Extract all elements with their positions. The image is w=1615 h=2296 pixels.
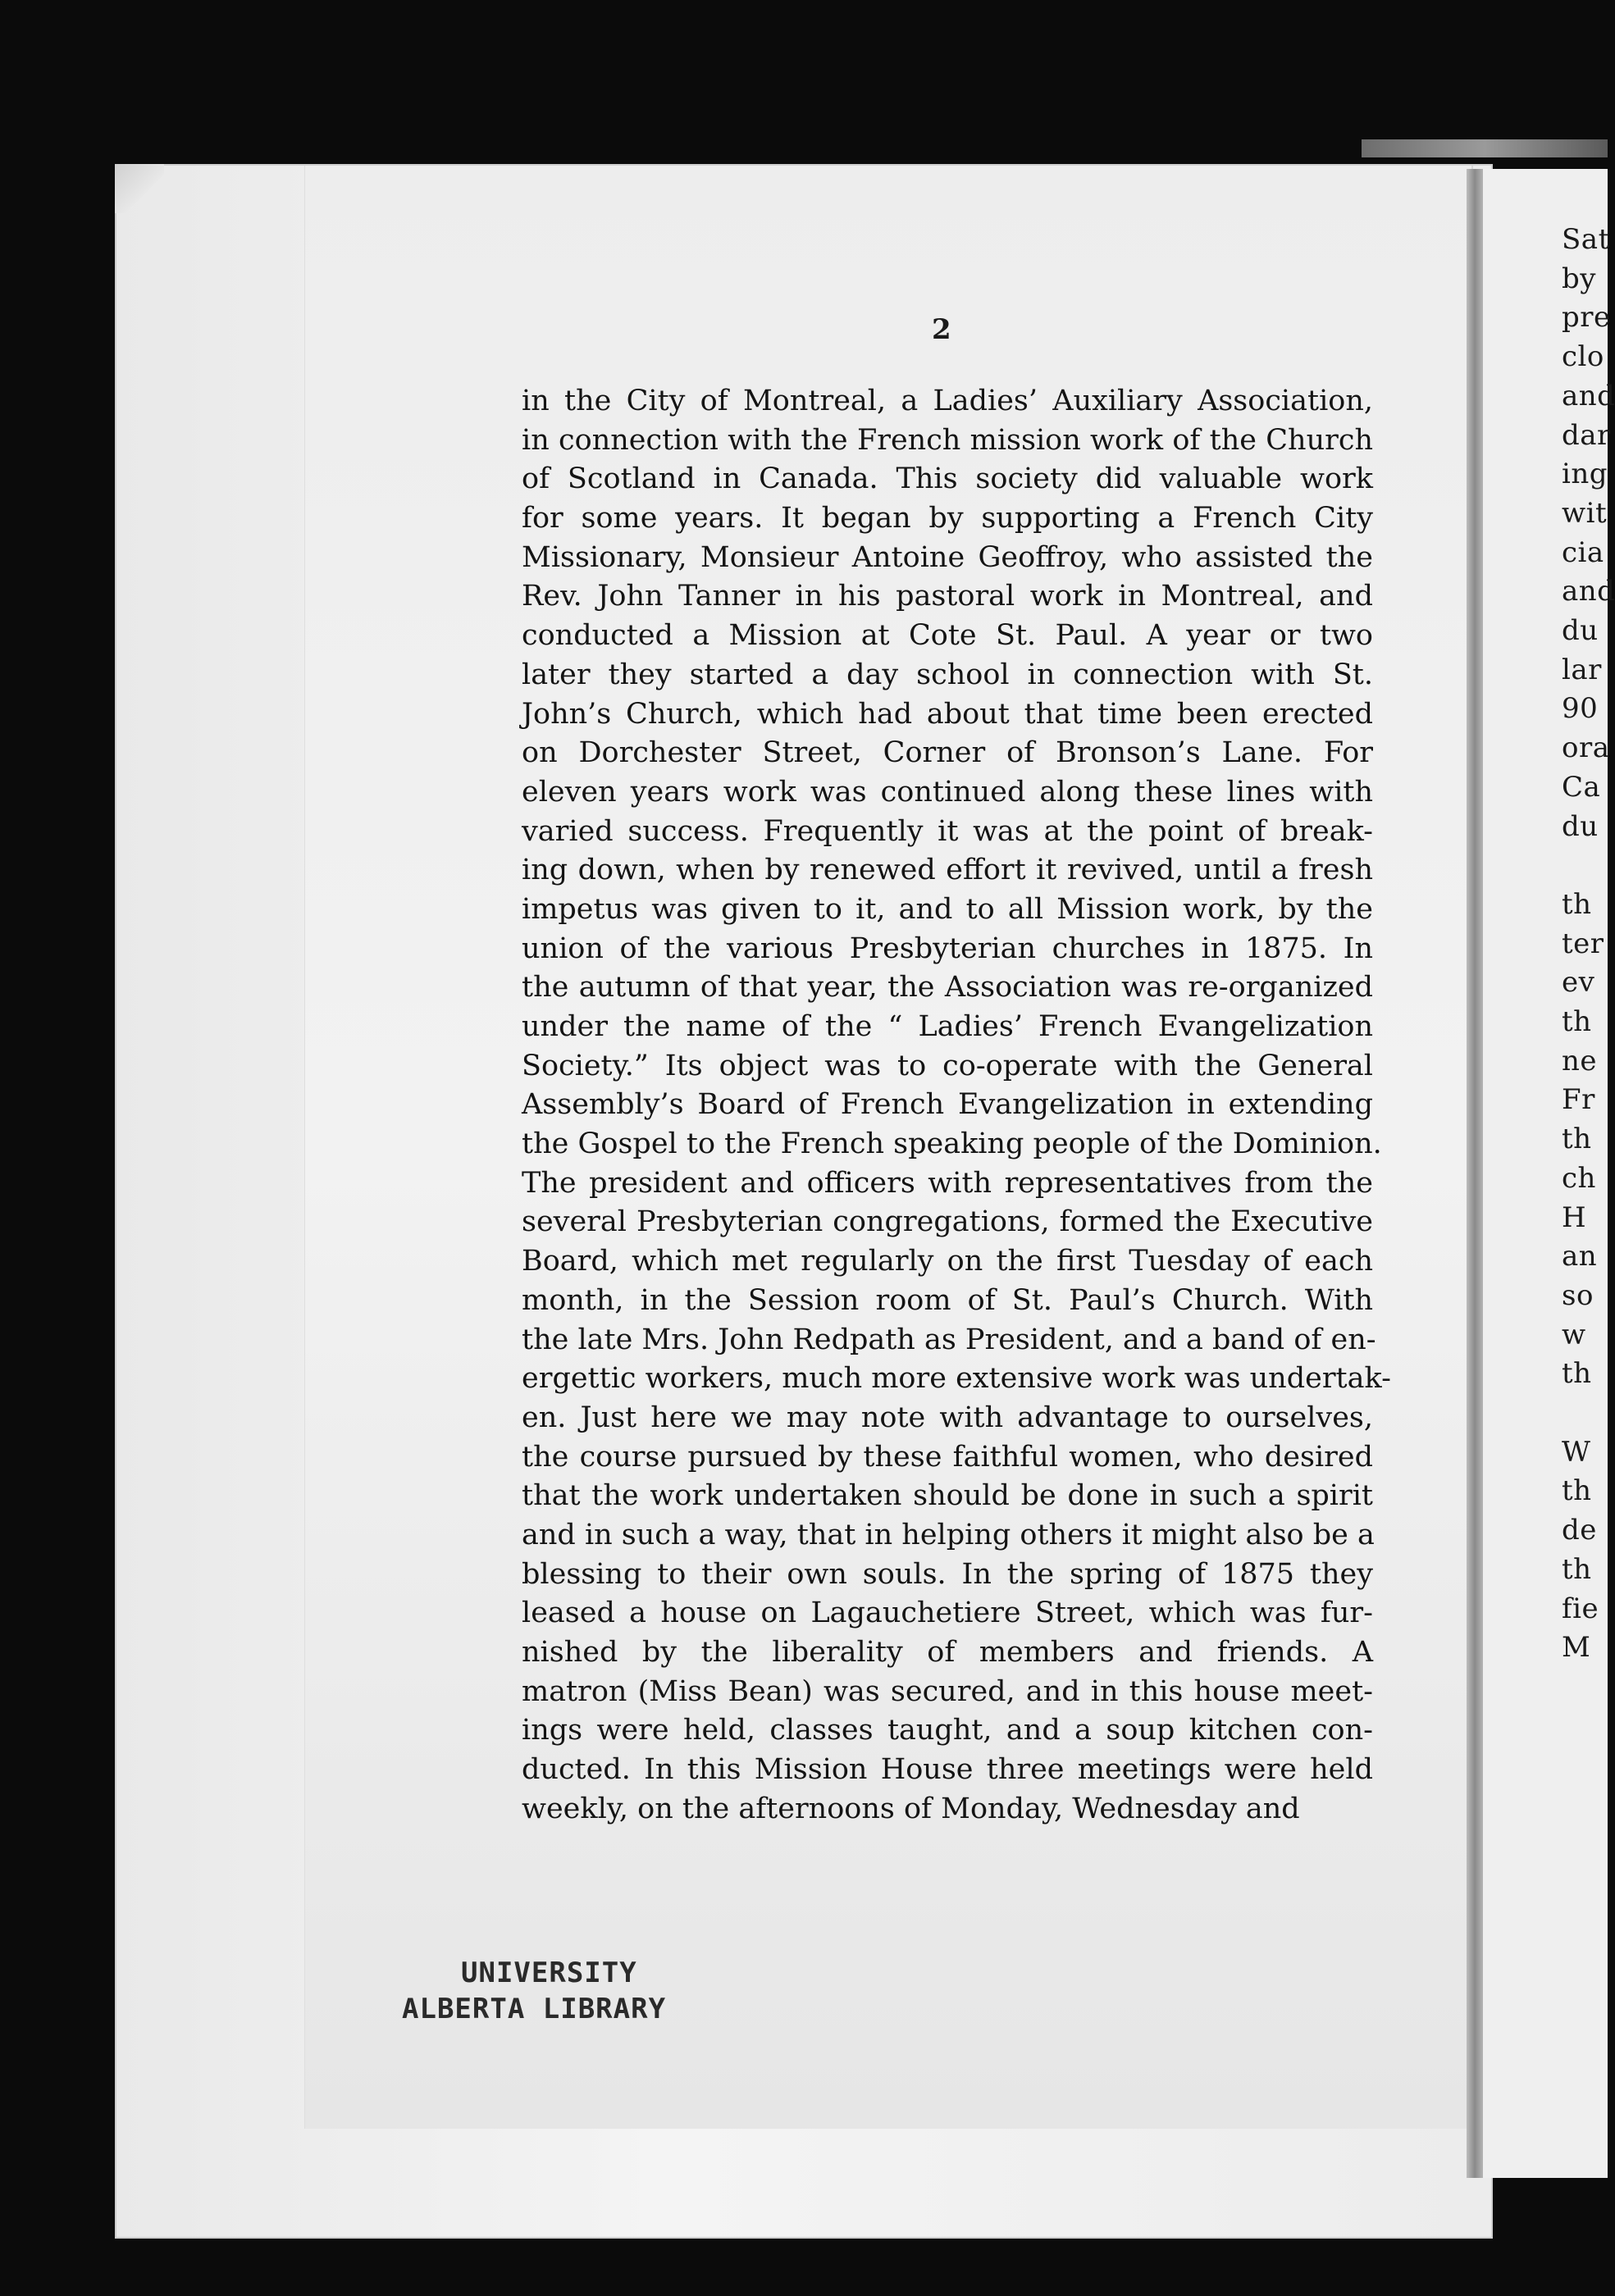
text-line: varied success. Frequently it was at the point of break- xyxy=(522,814,1373,848)
facing-page-fragment: H xyxy=(1562,1200,1587,1234)
text-line: and in such a way, that in helping others it might also be a xyxy=(522,1518,1375,1551)
text-line: Board, which met regularly on the first Tuesday of each xyxy=(522,1245,1373,1278)
facing-page xyxy=(1483,169,1615,2178)
book-board-edge xyxy=(1362,139,1608,157)
text-line: in the City of Montreal, a Ladies’ Auxiliary Association, xyxy=(522,385,1373,417)
text-line: several Presbyterian congregations, formed the Executive xyxy=(522,1205,1373,1239)
facing-page-fragment: th xyxy=(1562,1123,1592,1156)
facing-page-fragment: th xyxy=(1562,887,1592,921)
facing-page-fragment: 90 xyxy=(1562,692,1599,726)
facing-page-fragment: ora xyxy=(1562,731,1610,765)
text-line: ing down, when by renewed effort it revived, until a fresh xyxy=(522,854,1373,887)
text-line: Society.” Its object was to co-operate with the General xyxy=(522,1049,1373,1082)
text-line: ducted. In this Mission House three meetings were held xyxy=(522,1753,1373,1787)
facing-page-fragment: ev xyxy=(1562,966,1595,1000)
facing-page-fragment: Ca xyxy=(1562,770,1601,804)
facing-page-fragment: ne xyxy=(1562,1044,1598,1077)
facing-page-fragment: du xyxy=(1562,614,1599,647)
facing-page-fragment: ing xyxy=(1562,458,1608,491)
text-line: union of the various Presbyterian churches in 1875. In xyxy=(522,932,1373,965)
text-line: the Gospel to the French speaking people of the Dominion. xyxy=(522,1128,1382,1161)
page-number: 2 xyxy=(932,313,951,346)
text-line: ergettic workers, much more extensive work was undertak- xyxy=(522,1362,1391,1396)
facing-page-fragment: an xyxy=(1562,1240,1598,1273)
facing-page-fragment: by xyxy=(1562,262,1596,295)
text-line: nished by the liberality of members and friends. A xyxy=(522,1636,1373,1669)
text-line: the course pursued by these faithful women, who desired xyxy=(522,1440,1373,1474)
facing-page-fragment: de xyxy=(1562,1514,1597,1547)
body-text xyxy=(522,382,1391,1829)
facing-page-fragment: dar xyxy=(1562,418,1611,452)
facing-page-fragment: pre xyxy=(1562,301,1611,335)
facing-page-fragment: th xyxy=(1562,1357,1592,1391)
stamp-line-1: UNIVERSITY xyxy=(461,1957,637,1989)
facing-page-fragment: cia xyxy=(1562,535,1604,569)
text-line: The president and officers with representatives from the xyxy=(522,1166,1373,1200)
facing-page-fragment: ter xyxy=(1562,927,1604,960)
facing-page-fragment: M xyxy=(1562,1631,1591,1665)
text-line: ings were held, classes taught, and a soup kitchen con- xyxy=(522,1714,1373,1747)
text-line: conducted a Mission at Cote St. Paul. A year or two xyxy=(522,619,1373,653)
text-line: later they started a day school in connection with St. xyxy=(522,658,1373,691)
text-line: eleven years work was continued along these lines with xyxy=(522,775,1373,809)
text-line: the late Mrs. John Redpath as President, and a band of en- xyxy=(522,1323,1376,1356)
text-line: leased a house on Lagauchetiere Street, which was fur- xyxy=(522,1597,1373,1630)
text-line: the autumn of that year, the Association was re-organized xyxy=(522,971,1373,1004)
facing-page-fragment: clo xyxy=(1562,340,1604,374)
stamp-line-2: ALBERTA LIBRARY xyxy=(402,1993,667,2025)
facing-page-fragment: ch xyxy=(1562,1161,1596,1195)
facing-page-fragment: W xyxy=(1562,1435,1591,1469)
text-line: under the name of the “ Ladies’ French Evangelization xyxy=(522,1010,1373,1043)
book-gutter xyxy=(1467,169,1483,2178)
text-line: blessing to their own souls. In the spring of 1875 they xyxy=(522,1557,1373,1591)
facing-page-fragment: du xyxy=(1562,809,1599,843)
text-line: John’s Church, which had about that time been erected xyxy=(522,697,1373,731)
facing-page-fragment: Sat xyxy=(1562,223,1610,256)
corner-fold xyxy=(115,164,164,213)
facing-page-fragment: so xyxy=(1562,1278,1594,1312)
facing-page-fragment: and xyxy=(1562,575,1615,608)
facing-page-fragment: Fr xyxy=(1562,1083,1595,1117)
text-line: on Dorchester Street, Corner of Bronson’s Lane. For xyxy=(522,736,1373,770)
text-line: en. Just here we may note with advantage to ourselves, xyxy=(522,1401,1373,1434)
facing-page-fragment: and xyxy=(1562,379,1615,412)
text-line: for some years. It began by supporting a French City xyxy=(522,502,1373,535)
text-line: Assembly’s Board of French Evangelization in extending xyxy=(522,1088,1373,1122)
text-line: Rev. John Tanner in his pastoral work in Montreal, and xyxy=(522,580,1373,613)
text-line: impetus was given to it, and to all Mission work, by the xyxy=(522,892,1373,926)
facing-page-fragment: wit xyxy=(1562,496,1608,530)
facing-page-fragment: th xyxy=(1562,1474,1592,1508)
text-line: that the work undertaken should be done in such a spirit xyxy=(522,1479,1373,1513)
text-line: matron (Miss Bean) was secured, and in this house meet- xyxy=(522,1674,1373,1708)
text-line: of Scotland in Canada. This society did valuable work xyxy=(522,462,1373,496)
text-line: Missionary, Monsieur Antoine Geoffroy, who assisted the xyxy=(522,540,1373,574)
facing-page-fragment: th xyxy=(1562,1552,1592,1586)
facing-page-fragment: th xyxy=(1562,1005,1592,1038)
text-line: month, in the Session room of St. Paul’s Church. With xyxy=(522,1283,1373,1317)
facing-page-fragment: fie xyxy=(1562,1592,1599,1625)
facing-page-fragment: lar xyxy=(1562,653,1602,686)
text-line: weekly, on the afternoons of Monday, Wednesday and xyxy=(522,1792,1300,1825)
text-line: in connection with the French mission work of the Church xyxy=(522,423,1373,457)
facing-page-fragment: w xyxy=(1562,1318,1586,1351)
